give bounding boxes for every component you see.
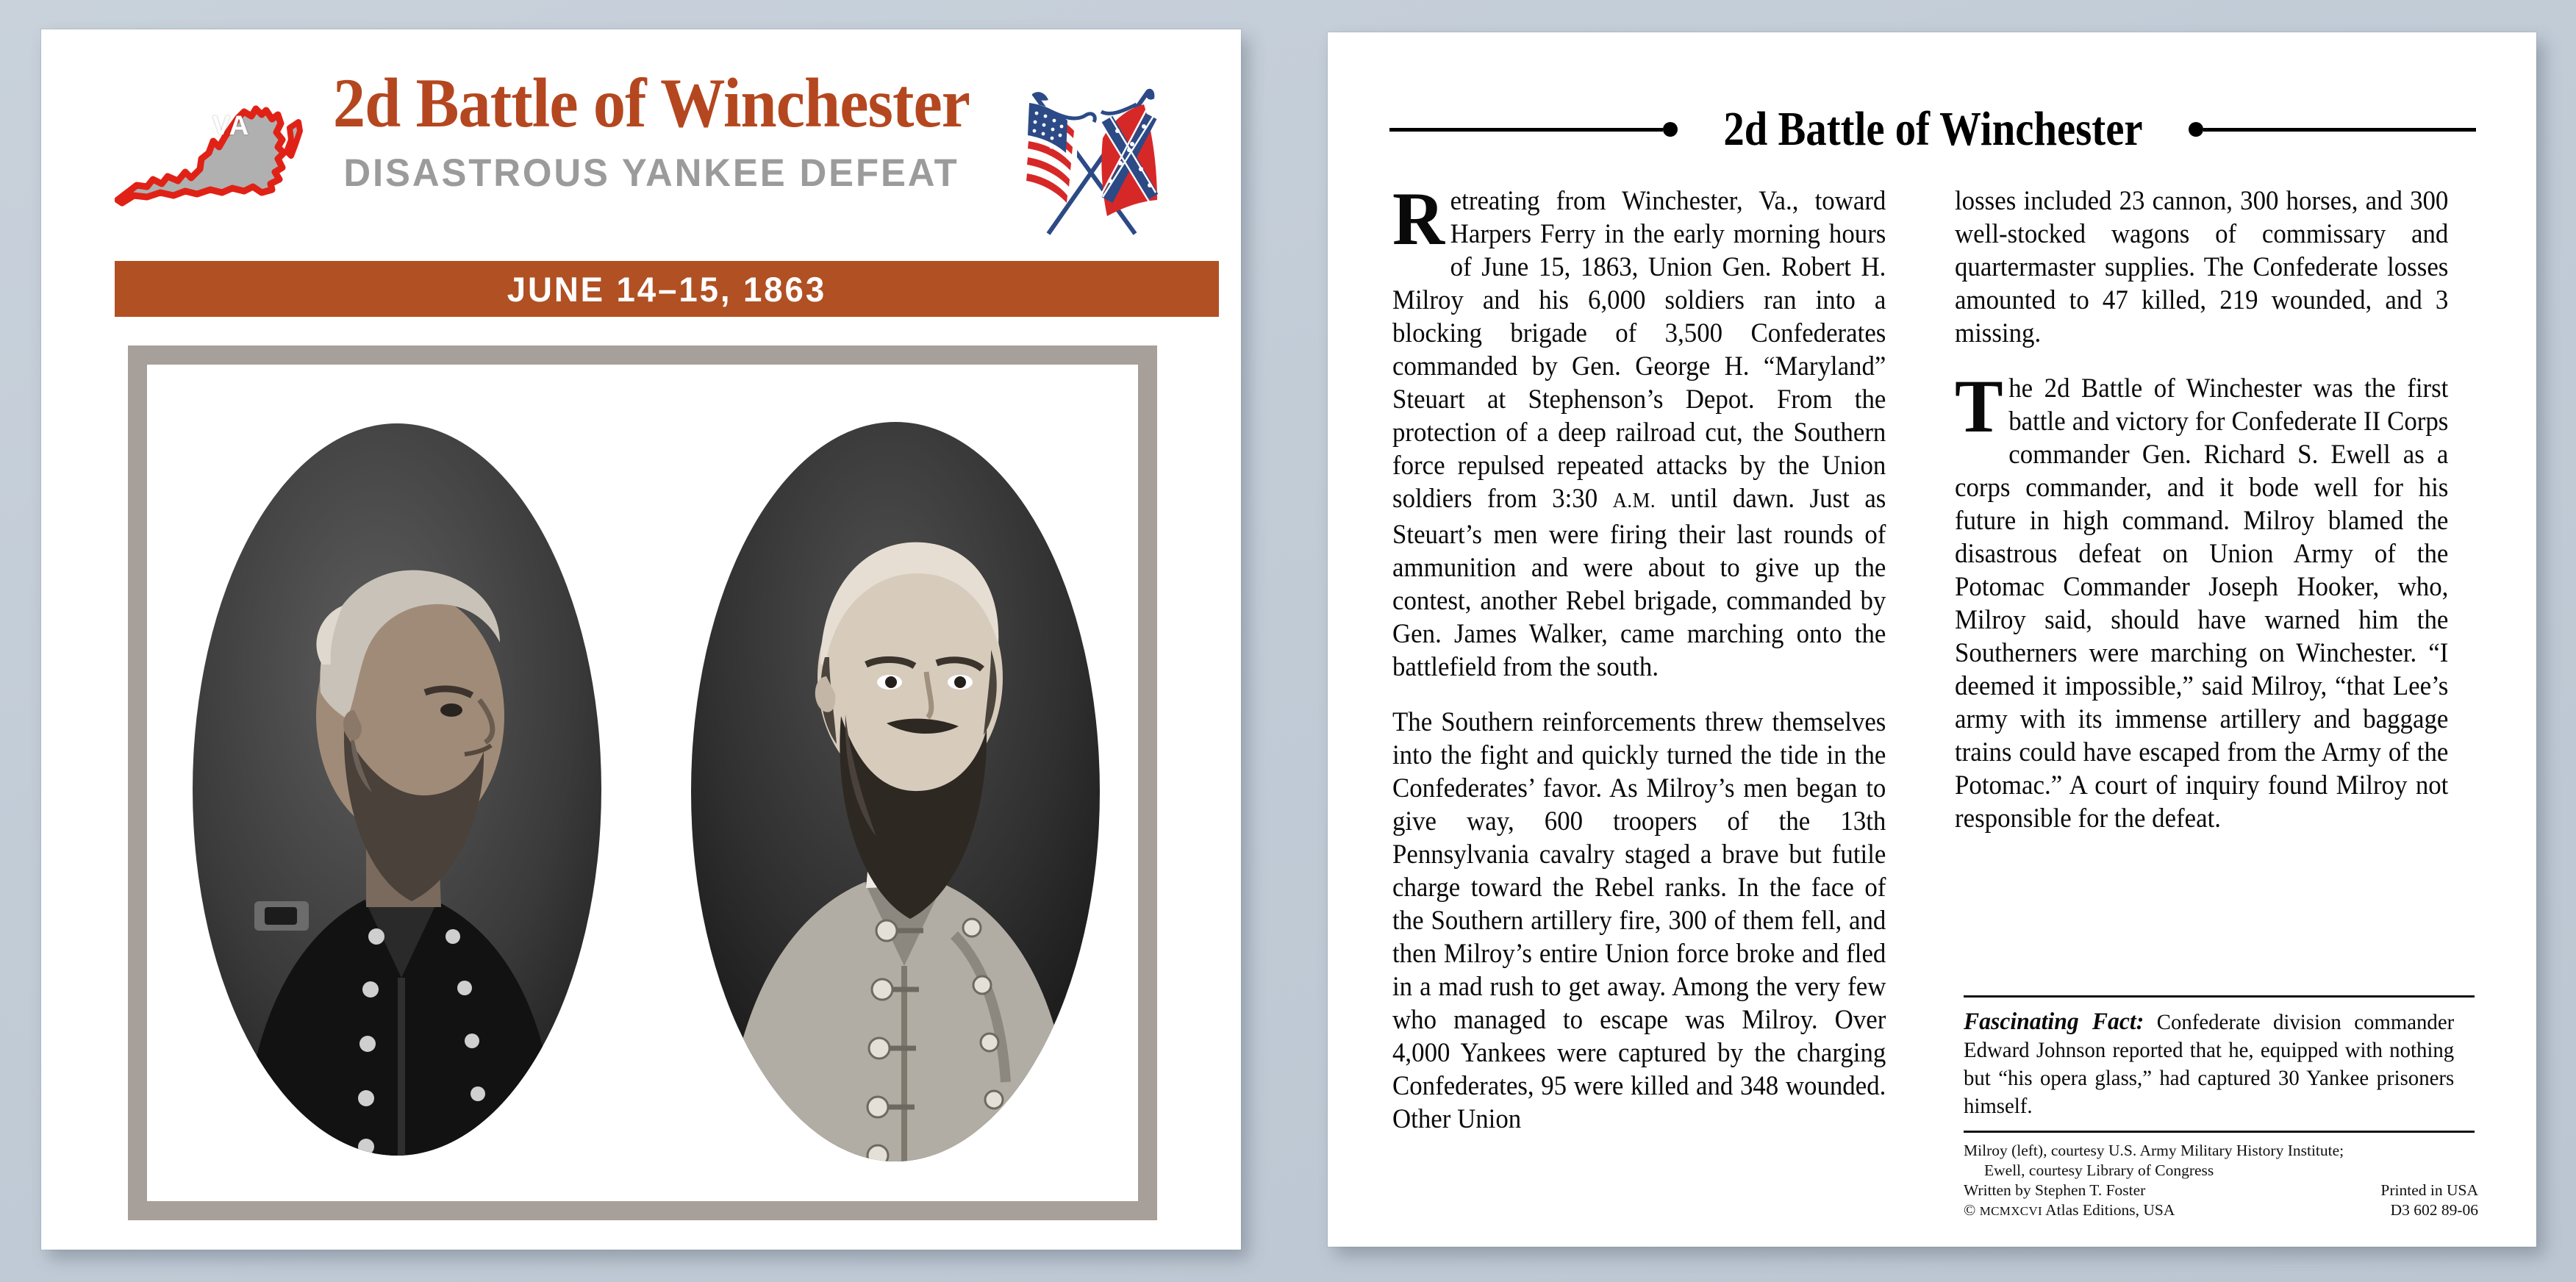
crossed-union-confederate-flags-icon (1000, 71, 1184, 247)
credit-printed-in: Printed in USA (2380, 1181, 2478, 1199)
fascinating-fact-block (1964, 995, 2475, 1133)
title-bullet-left-icon (1663, 122, 1678, 137)
article-paragraph-1 (1392, 177, 1886, 683)
article-column-right (1955, 184, 2472, 1132)
photo-canvas (147, 365, 1138, 1201)
page-subtitle-text: DISASTROUS YANKEE DEFEAT (343, 151, 959, 195)
date-banner (115, 261, 1219, 317)
credit-row-copyright (1964, 1200, 2478, 1221)
back-page-title: 2d Battle of Winchester (1722, 102, 2143, 156)
fact-divider-bottom (1964, 1131, 2475, 1133)
trading-card-back (1328, 32, 2536, 1247)
portrait-ewell (690, 420, 1101, 1163)
state-abbreviation-label: VA (212, 110, 250, 140)
page-subtitle (298, 151, 1004, 196)
fascinating-fact-label: Fascinating Fact: (1964, 1009, 2144, 1035)
credit-author: Written by Stephen T. Foster (1964, 1181, 2146, 1199)
virginia-state-map-icon (115, 76, 306, 216)
portrait-milroy (191, 422, 603, 1157)
title-bullet-right-icon (2189, 122, 2203, 137)
copyright-mark: © (1964, 1201, 1980, 1219)
copyright-roman-year: MCMXCVI (1979, 1204, 2042, 1218)
card-header (41, 29, 1241, 250)
date-banner-label: JUNE 14–15, 1863 (507, 269, 827, 309)
article-column-left (1392, 177, 1909, 1134)
article-paragraph-3: losses included 23 cannon, 300 horses, and 300 well-stocked wagons of commissary and quartermaster supplies. The Confederate losses amounted to 47 killed, 219 wounded, and 3 missing. (1955, 185, 2449, 348)
trading-card-front (41, 29, 1241, 1250)
paragraph-1-part-a: Retreating from Winchester, Va., toward Harpers Ferry in the early morning hours of June 15, 1863, Union Gen. Robert H. Milroy and his 6,000 soldiers ran into a blocking brigade of 3,500 Confederates commanded by Gen. George H. “Maryland” Steuart at Stephenson’s Depot. From the protection of a deep railroad cut, the Southern force repulsed repeated attacks by the Union soldiers from 3:30 (1392, 177, 1886, 513)
fascinating-fact-body: Confederate division commander Edward Johnson reported that he, equipped with nothing but “his opera glass,” had captured 30 Yankee prisoners himself. (1964, 1010, 2455, 1118)
article-paragraph-4: The 2d Battle of Winchester was the first battle and victory for Confederate II Corps commander Gen. Richard S. Ewell as a corps commander, and it bode well for his future in high command. Milroy blamed the disastrous defeat on Union Army of the Potomac Commander Joseph Hooker, who, Milroy said, should have warned him the Southerners were marching on Winchester. “I deemed it impossible,” said Milroy, “that Lee’s army with its immense artillery and baggage trains could have escaped from the Army of the Potomac.” A court of inquiry found Milroy not responsible for the defeat. (1955, 365, 2449, 833)
credit-row-author (1964, 1181, 2478, 1200)
title-rule-right (2203, 128, 2477, 132)
copyright-publisher: Atlas Editions, USA (2042, 1201, 2175, 1219)
credits-block (1964, 1141, 2478, 1221)
fact-divider-top (1964, 995, 2475, 998)
credit-line-photo-1: Milroy (left), courtesy U.S. Army Military History Institute; (1964, 1142, 2344, 1159)
article-paragraph-2: The Southern reinforcements threw themselves into the fight and quickly turned the tide in the Confederates’ favor. As Milroy’s men began to give way, 600 troopers of the 13th Pennsylvania cavalry staged a brave but futile charge toward the Rebel ranks. In the face of the Southern artillery fire, 300 of them fell, and then Milroy’s entire Union force broke and fled in a mad rush to get away. Among the very few who managed to escape was Milroy. Over 4,000 Yankees were captured by the charging Confederates, 95 were killed and 348 wounded. Other Union (1392, 706, 1886, 1134)
paragraph-1-part-b: until dawn. Just as Steuart’s men were firing their last rounds of ammunition and were about to give up the contest, another Rebel brigade, commanded by Gen. James Walker, came marching onto the battlefield from the south. (1392, 483, 1886, 681)
article-columns (1392, 177, 2472, 1134)
title-rule-left (1389, 128, 1663, 132)
credit-copyright (1964, 1200, 2175, 1221)
paragraph-1-smallcaps: A.M. (1612, 490, 1656, 512)
photo-frame (128, 345, 1157, 1220)
page-title: 2d Battle of Winchester (332, 64, 970, 142)
back-title-row (1389, 96, 2476, 163)
fascinating-fact-text (1964, 1008, 2454, 1120)
credit-line-photo-2: Ewell, courtesy Library of Congress (1984, 1161, 2214, 1179)
title-block (284, 64, 1019, 196)
credit-catalog-number: D3 602 89-06 (2390, 1201, 2478, 1219)
